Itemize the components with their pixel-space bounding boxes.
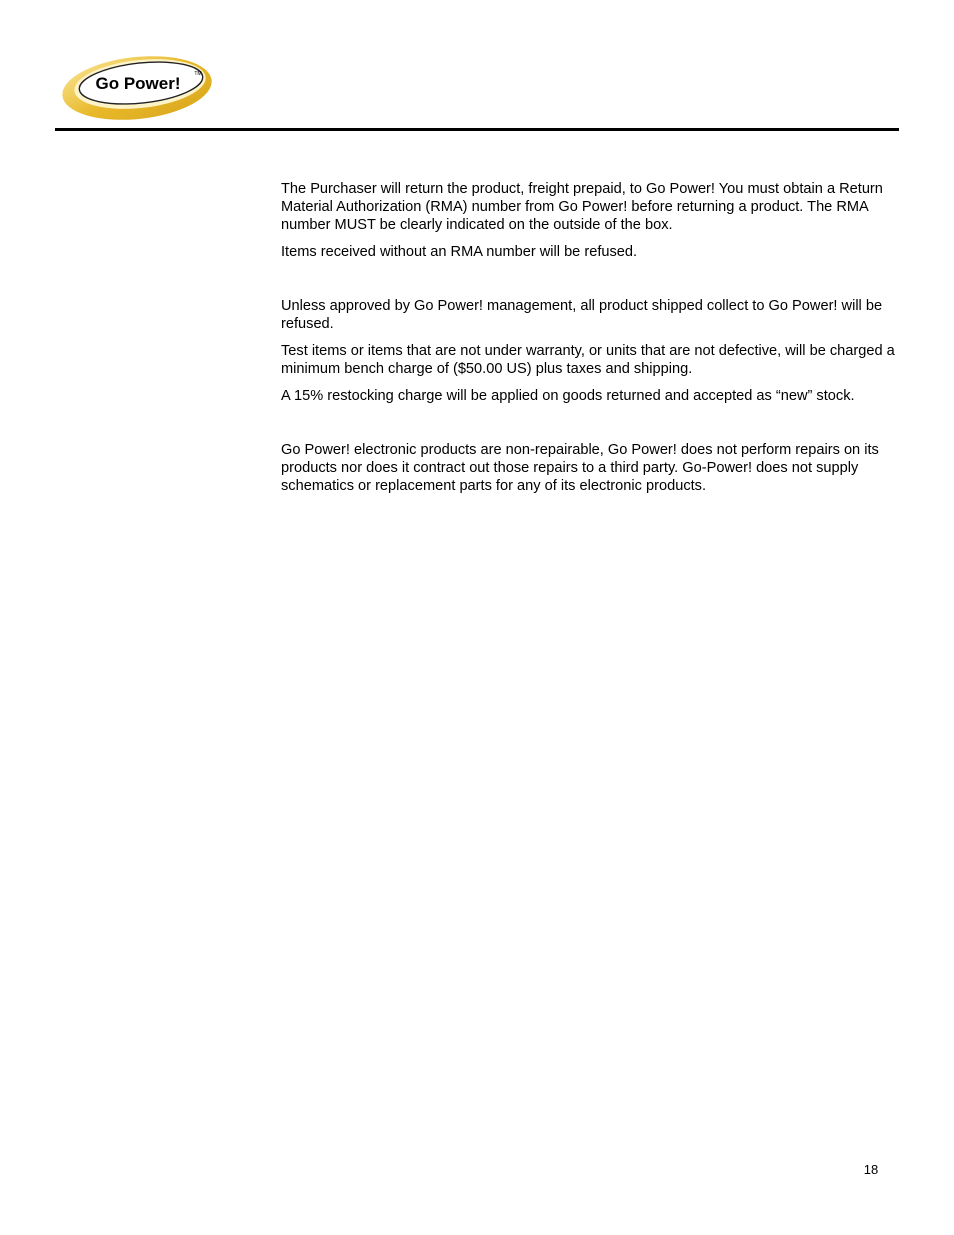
go-power-logo-graphic (60, 54, 216, 122)
paragraph: Test items or items that are not under warranty, or units that are not defective, will be charged a minimum bench charge of ($50.00 US) plus taxes and shipping. (281, 343, 895, 377)
paragraph: Unless approved by Go Power! management, all product shipped collect to Go Power! will be refused. (281, 298, 883, 332)
paragraph: Go Power! electronic products are non-repairable, Go Power! does not perform repairs on its products nor does it contract out those repairs to a third party. Go-Power! does not supply schematics or replacement parts for any of its electronic products. (281, 442, 879, 494)
document-body (281, 180, 911, 504)
paragraph: The Purchaser will return the product, freight prepaid, to Go Power! You must obtain a Return Material Authorization (RMA) number from Go Power! before returning a product. The RMA number MUST be clearly indicated on the outside of the box. (281, 181, 883, 233)
page-number: 18 (863, 1162, 879, 1177)
logo-trademark: TM (194, 71, 202, 77)
paragraph: Items received without an RMA number will be refused. (281, 244, 638, 260)
charges-section (281, 297, 911, 405)
header-divider (55, 128, 899, 131)
go-power-logo (60, 54, 216, 122)
paragraph: A 15% restocking charge will be applied on goods returned and accepted as “new” stock. (281, 388, 855, 404)
repairs-section (281, 441, 911, 495)
logo-wordmark: Go Power! (95, 74, 181, 93)
rma-section (281, 180, 911, 261)
